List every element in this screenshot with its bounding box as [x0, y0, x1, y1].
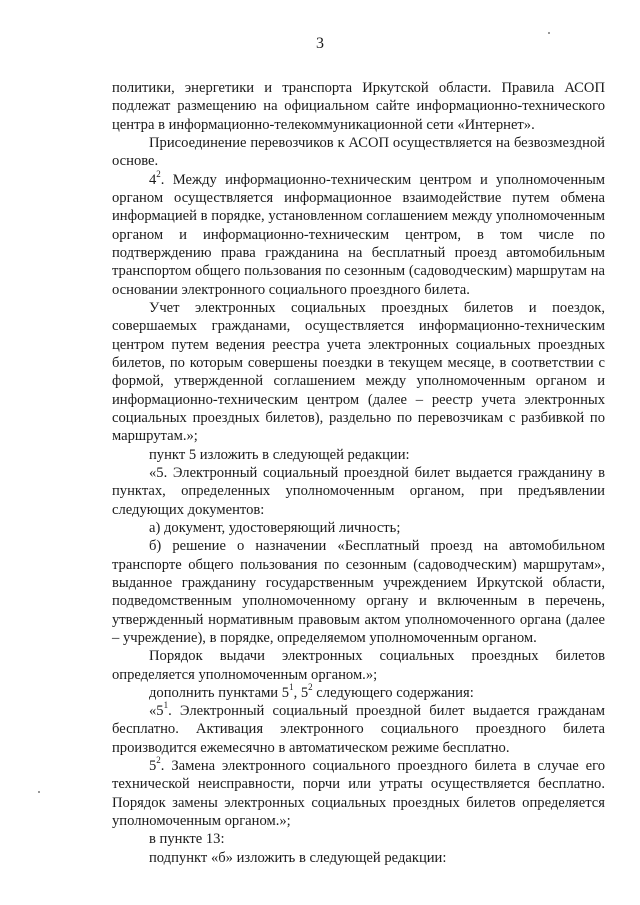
paragraph-13: в пункте 13:	[149, 831, 225, 848]
paragraph-3: $4^2$. Между информационно-техническим центром и уполномоченным органом осуществляется информационное взаимодействие путем обмена информацией в порядке, установленном соглашением между уполномоченным органом и информационно-техническим центром, в том числе по подтверждению права гражданина на бесплатный проезд автомобильным транспортом общего пользования по сезонным (садоводческим) маршрутам на основании электронного социального проездного билета.	[112, 168, 605, 298]
paragraph-12: $5^2$. Замена электронного социального проездного билета в случае его технической неисправности, порчи или утраты осуществляется бесплатно. Порядок замены электронных социальных проездных билетов определяется уполномоченным органом.»;	[112, 755, 605, 830]
paragraph-6: «5. Электронный социальный проездной билет выдается гражданину в пунктах, определенных уполномоченным органом, при предъявлении следующих документов:	[112, 464, 605, 518]
paragraph-8: б) решение о назначении «Бесплатный проезд на автомобильном транспорте общего пользования по сезонным (садоводческим) маршрутам», выданное гражданину государственным учреждением Иркутской области, подведомственным уполномоченному органу и включенным в перечень, утвержденный нормативным правовым актом уполномоченного органа (далее – учреждение), в порядке, определяемом уполномоченным органом.	[112, 538, 605, 646]
paragraph-11: «$5^1$. Электронный социальный проездной билет выдается гражданам бесплатно. Активация электронного социального проездного билета производится ежемесячно в автоматическом режиме бесплатно.	[112, 700, 605, 756]
paragraph-4: Учет электронных социальных проездных билетов и поездок, совершаемых гражданами, осуществляется информационно-техническим центром путем ведения реестра учета электронных социальных проездных билетов, по которым совершены поездки в текущем месяце, в соответствии с формой, утвержденной соглашением между уполномоченным органом и информационно-техническим центром (далее – реестр учета электронных социальных проездных билетов), раздельно по перевозчикам с разбивкой по маршрутам.»;	[112, 299, 605, 445]
scan-speck	[38, 791, 40, 793]
paragraph-2: Присоединение перевозчиков к АСОП осуществляется на безвозмездной основе.	[112, 134, 605, 170]
paragraph-9: Порядок выдачи электронных социальных проездных билетов определяется уполномоченным органом.»;	[112, 648, 605, 683]
paragraph-7: а) документ, удостоверяющий личность;	[149, 519, 401, 536]
document-body	[112, 79, 605, 867]
paragraph-10: дополнить пунктами $5^1$, $5^2$ следующего содержания:	[149, 681, 474, 701]
paragraph-5: пункт 5 изложить в следующей редакции:	[149, 446, 410, 463]
scan-speck	[548, 32, 550, 34]
page-number: 3	[316, 35, 324, 52]
paragraph-1: политики, энергетики и транспорта Иркутской области. Правила АСОП подлежат размещению на официальном сайте информационно-технического центра в информационно-телекоммуникационной сети «Интернет».	[112, 80, 605, 133]
paragraph-14: подпункт «б» изложить в следующей редакции:	[149, 849, 447, 866]
